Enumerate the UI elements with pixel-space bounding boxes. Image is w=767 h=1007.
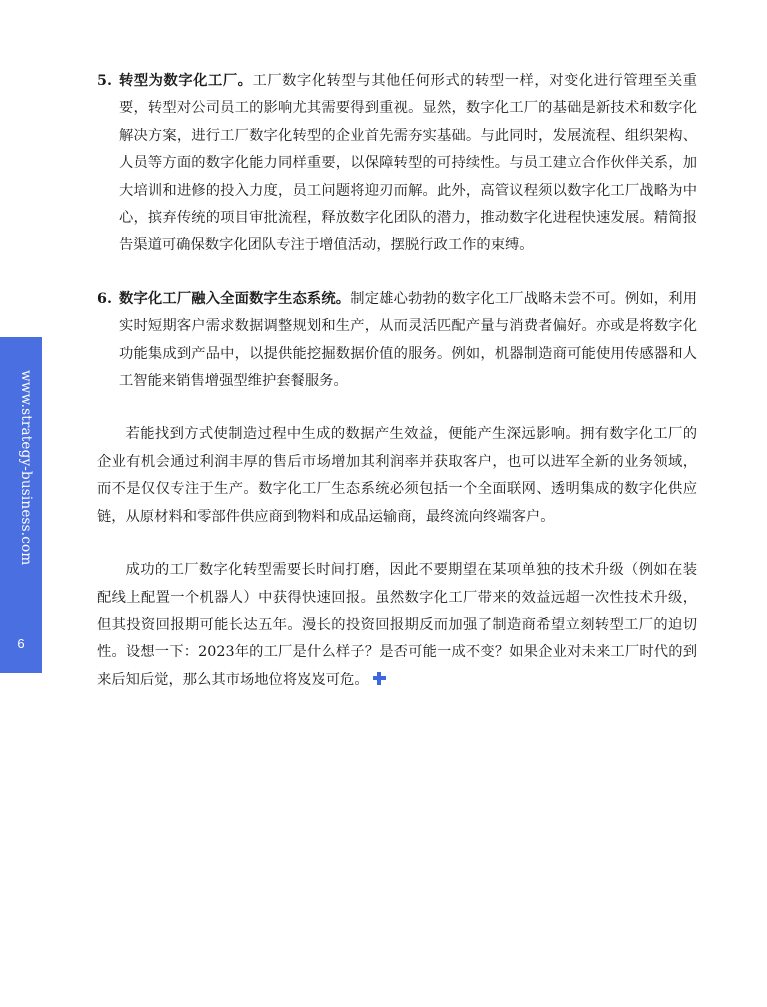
list-item-text: 工厂数字化转型与其他任何形式的转型一样，对变化进行管理至关重要，转型对公司员工的影响尤其需要得到重视。显然，数字化工厂的基础是新技术和数字化解决方案，进行工厂数字化转型的企业首先需夯实基础。与此同时，发展流程、组织架构、人员等方面的数字化能力同样重要，以保障转型的可持续性。与员工建立合作伙伴关系，加大培训和进修的投入力度，员工问题将迎刃而解。此外，高管议程须以数字化工厂战略为中心，摈弃传统的项目审批流程，释放数字化团队的潜力，推动数字化进程快速发展。精简报告渠道可确保数字化团队专注于增值活动，摆脱行政工作的束缚。 (119, 73, 698, 254)
paragraph-text: 若能找到方式使制造过程中生成的数据产生效益，便能产生深远影响。拥有数字化工厂的企业有机会通过利润丰厚的售后市场增加其利润率并获取客户，也可以进军全新的业务领域，而不是仅仅专注于生产。数字化工厂生态系统必须包括一个全面联网、透明集成的数字化供应链，从原材料和零部件供应商到物料和成品运输商，最终流向终端客户。 (97, 426, 697, 525)
paragraph-text: 成功的工厂数字化转型需要长时间打磨，因此不要期望在某项单独的技术升级（例如在装配线上配置一个机器人）中获得快速回报。虽然数字化工厂带来的效益远超一次性技术升级，但其投资回报期可能长达五年。漫长的投资回报期反而加强了制造商希望立刻转型工厂的迫切性。设想一下：2023年的工厂是什么样子？是否可能一成不变？如果企业对未来工厂时代的到来后知后觉，那么其市场地位将岌岌可危。 (97, 562, 697, 688)
list-number: 6. (97, 290, 112, 307)
body-paragraph (97, 557, 697, 694)
list-item-text: 制定雄心勃勃的数字化工厂战略未尝不可。例如，利用实时短期客户需求数据调整规划和生产，从而灵活匹配产量与消费者偏好。亦或是将数字化功能集成到产品中，以提供能挖掘数据价值的服务。例如，机器制造商可能使用传感器和人工智能来销售增强型维护套餐服务。 (119, 290, 698, 390)
site-url: www.strategy-business.com (18, 370, 34, 566)
list-number: 5. (97, 73, 112, 89)
page-number: 6 (17, 636, 25, 651)
article-body (97, 68, 697, 720)
list-item-heading: 数字化工厂融入全面数字生态系统。 (119, 290, 351, 307)
list-item-6 (97, 286, 697, 396)
list-item-5 (97, 68, 697, 260)
list-item-heading: 转型为数字化工厂。 (119, 73, 253, 89)
end-of-article-icon (373, 672, 386, 685)
body-paragraph (97, 421, 697, 531)
